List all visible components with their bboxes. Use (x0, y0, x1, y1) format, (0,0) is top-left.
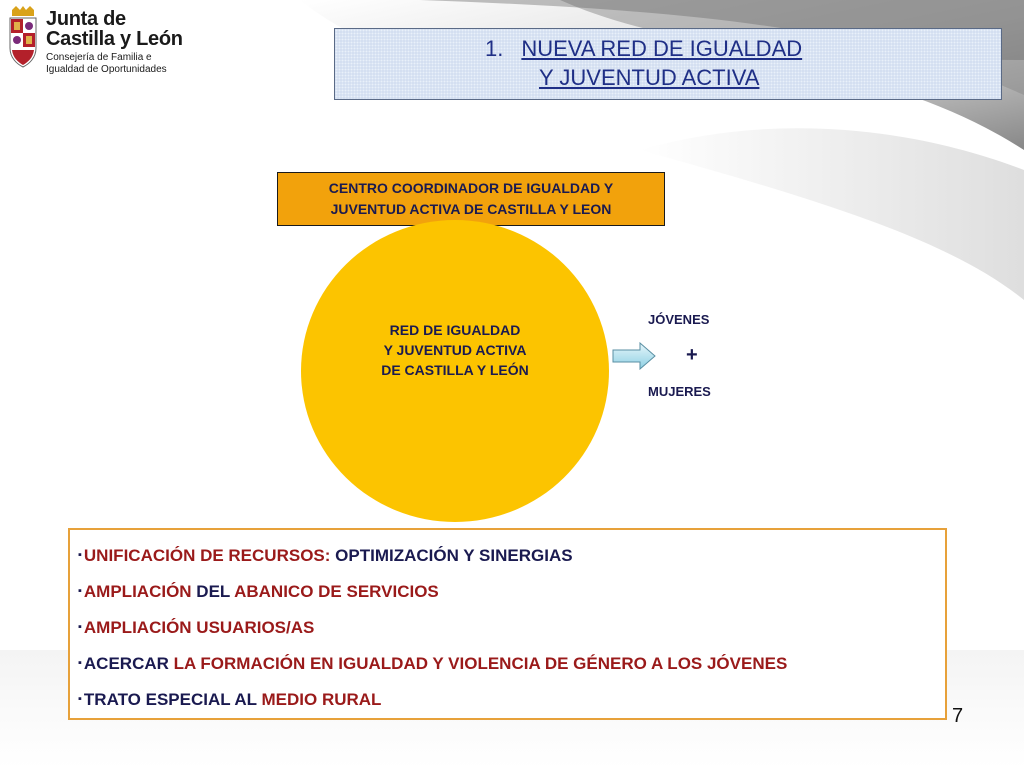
bullet-marker-icon: ▪ (78, 693, 82, 705)
page-number: 7 (952, 705, 964, 727)
bullet-item: ▪ UNIFICACIÓN DE RECURSOS: OPTIMIZACIÓN Y SINERGIAS (78, 546, 573, 565)
bullet-marker-icon: ▪ (78, 585, 82, 597)
audience-jovenes: JÓVENES (648, 312, 710, 327)
bullet-marker-icon: ▪ (78, 621, 82, 633)
red-line-3: DE CASTILLA Y LEÓN (381, 362, 529, 378)
red-line-2: Y JUVENTUD ACTIVA (383, 342, 527, 358)
coat-of-arms-icon (4, 6, 42, 68)
audience-mujeres: MUJERES (648, 384, 711, 399)
logo-line-1: Junta de (46, 8, 126, 30)
title-text-2: Y JUVENTUD ACTIVA (539, 65, 760, 90)
bullet-item: ▪ TRATO ESPECIAL AL MEDIO RURAL (78, 690, 382, 709)
bullet-marker-icon: ▪ (78, 549, 82, 561)
right-arrow-icon (612, 342, 656, 370)
bullet-item: ▪ ACERCAR LA FORMACIÓN EN IGUALDAD Y VIOLENCIA DE GÉNERO A LOS JÓVENES (78, 654, 788, 673)
title-line-1 (485, 36, 802, 62)
bullet-item: ▪ AMPLIACIÓN DEL ABANICO DE SERVICIOS (78, 582, 439, 601)
logo-line-2: Castilla y León (46, 28, 183, 50)
logo-subtitle-2: Igualdad de Oportunidades (46, 64, 167, 75)
red-line-1: RED DE IGUALDAD (389, 322, 521, 338)
title-number: 1. (485, 36, 504, 61)
bullet-marker-icon: ▪ (78, 657, 82, 669)
red-circle-label (301, 320, 609, 380)
title-box (334, 28, 1002, 100)
objectives-box (68, 528, 947, 720)
centro-line-1: CENTRO COORDINADOR DE IGUALDAD Y (328, 180, 614, 196)
audience-plus: + (686, 344, 698, 366)
title-text-1: NUEVA RED DE IGUALDAD (521, 36, 803, 61)
bullet-item: ▪ AMPLIACIÓN USUARIOS/AS (78, 618, 315, 637)
institution-logo (4, 4, 183, 96)
centro-line-2: JUVENTUD ACTIVA DE CASTILLA Y LEON (330, 201, 612, 217)
logo-subtitle-1: Consejería de Familia e (46, 52, 152, 63)
centro-coordinador-box (277, 172, 665, 226)
